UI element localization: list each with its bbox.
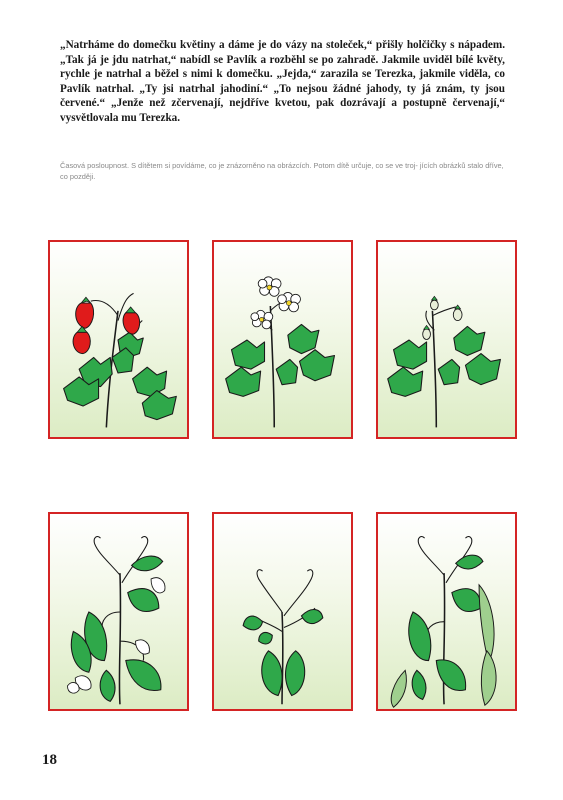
pea-flowers-illustration [50,514,187,709]
strawberry-flowers-illustration [214,242,351,437]
card-strawberry-unripe [376,240,517,439]
instruction-line: Časová posloupnost. S dítětem si povídáme, co je znázorněno na obrázcích. Potom dítě určuje, co se ve troj- [60,161,420,170]
story-line: s nápadem. „Tak já je jdu natrhat,“ nabídl se Pavlík a rozběhl se po zahradě. [60,39,505,66]
story-line: Jakmile uviděl bílé květy, rychle je natrhal a běžel s nimi k domečku. „Jejda,“ [60,53,505,81]
pea-young-illustration [214,514,351,709]
story-line: zarazila se Terezka, jakmile viděla, co Pavlík natrhal. „Ty jsi natrhal jahodiní.“ „To [60,68,505,95]
story-line: kvetou, pak dozrávají a postupně červenají,“ vysvětlovala mu Terezka. [60,97,505,124]
card-pea-young [212,512,353,711]
instruction-text [60,160,505,182]
page-number: 18 [42,752,57,768]
story-line: „Natrháme do domečku květiny a dáme je do vázy na stoleček,“ přišly holčičky [60,39,451,51]
story-paragraph [60,38,505,126]
story-line: nejsou žádné jahody, ty já znám, ty jsou červené.“ „Jenže než zčervenají, nejdříve [60,82,505,110]
card-strawberry-ripe [48,240,189,439]
card-pea-pods [376,512,517,711]
pea-pods-illustration [378,514,515,709]
card-pea-flowers [48,512,189,711]
card-strawberry-flowers [212,240,353,439]
instruction-line: jících obrázků stalo dříve, co později. [60,161,504,181]
strawberry-unripe-illustration [378,242,515,437]
strawberry-ripe-illustration [50,242,187,437]
